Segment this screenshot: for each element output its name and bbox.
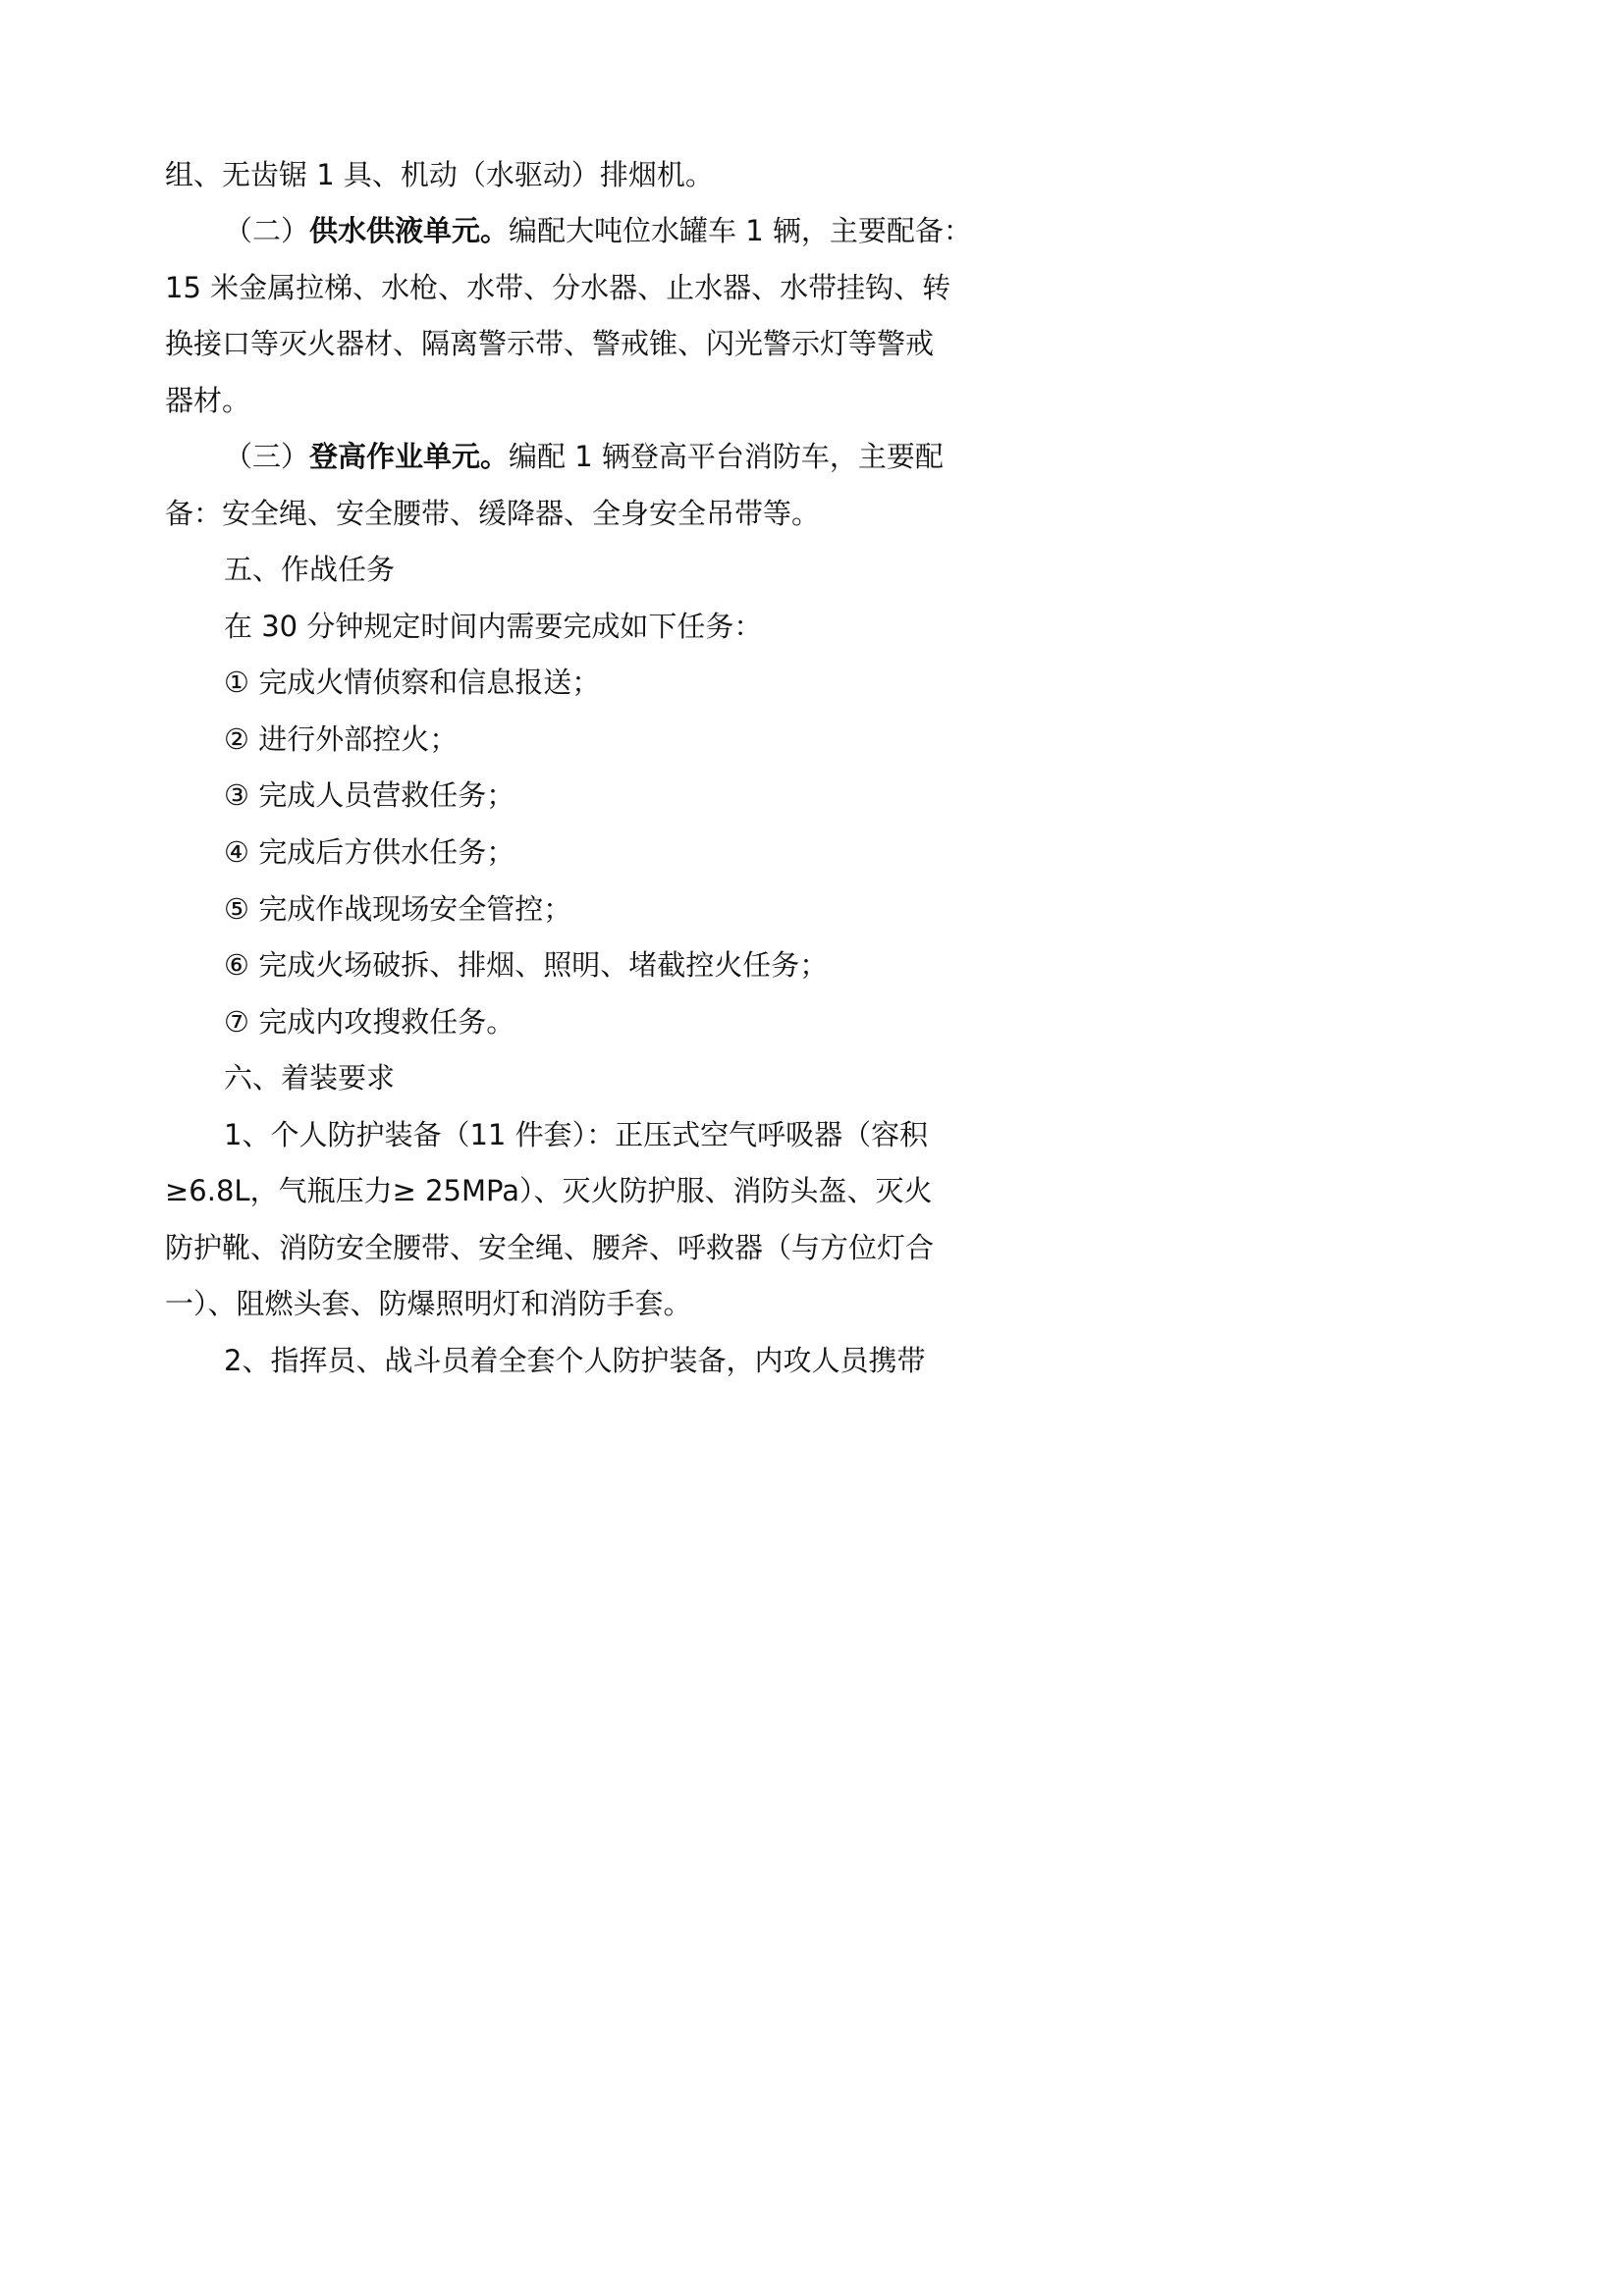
- task-item: ⑦ 完成内攻搜救任务。: [224, 1005, 515, 1039]
- heading-combat-tasks: 五、作战任务: [224, 553, 396, 586]
- text-line: 备：安全绳、安全腰带、缓降器、全身安全吊带等。: [165, 497, 821, 530]
- section-text: 编配大吨位水罐车 1 辆，主要配备：: [509, 214, 972, 247]
- task-item: ⑥ 完成火场破拆、排烟、照明、堵截控火任务；: [224, 948, 829, 982]
- document-page: [0, 0, 1083, 1531]
- text-line: 换接口等灭火器材、隔离警示带、警戒锥、闪光警示灯等警戒: [165, 327, 935, 360]
- section-text: 编配 1 辆登高平台消防车，主要配: [509, 440, 944, 473]
- text-line: 15 米金属拉梯、水枪、水带、分水器、止水器、水带挂钩、转: [165, 271, 951, 304]
- heading-dress-requirements: 六、着装要求: [224, 1061, 396, 1095]
- section-title: 登高作业单元。: [309, 440, 510, 473]
- text-line: 防护靴、消防安全腰带、安全绳、腰斧、呼救器（与方位灯合: [165, 1231, 935, 1264]
- text-line: 2、指挥员、战斗员着全套个人防护装备，内攻人员携带: [224, 1344, 926, 1377]
- text-line: 组、无齿锯 1 具、机动（水驱动）排烟机。: [165, 158, 714, 191]
- task-item: ② 进行外部控火；: [224, 722, 459, 756]
- task-item: ⑤ 完成作战现场安全管控；: [224, 892, 572, 926]
- section-number: （三）: [224, 440, 310, 473]
- text-line: 在 30 分钟规定时间内需要完成如下任务：: [224, 610, 763, 643]
- section-heading-water-supply: [224, 211, 972, 250]
- section-title: 供水供液单元。: [309, 214, 510, 247]
- task-item: ① 完成火情侦察和信息报送；: [224, 666, 601, 699]
- task-item: ④ 完成后方供水任务；: [224, 835, 515, 869]
- section-heading-aerial-work: [224, 437, 944, 476]
- text-line: 1、个人防护装备（11 件套）：正压式空气呼吸器（容积: [224, 1118, 929, 1151]
- text-line: 一）、阻燃头套、防爆照明灯和消防手套。: [165, 1287, 692, 1320]
- text-line: 器材。: [165, 384, 251, 417]
- text-line: ≥6.8L，气瓶压力≥ 25MPa）、灭火防护服、消防头盔、灭火: [165, 1174, 933, 1207]
- section-number: （二）: [224, 214, 310, 247]
- task-item: ③ 完成人员营救任务；: [224, 778, 515, 812]
